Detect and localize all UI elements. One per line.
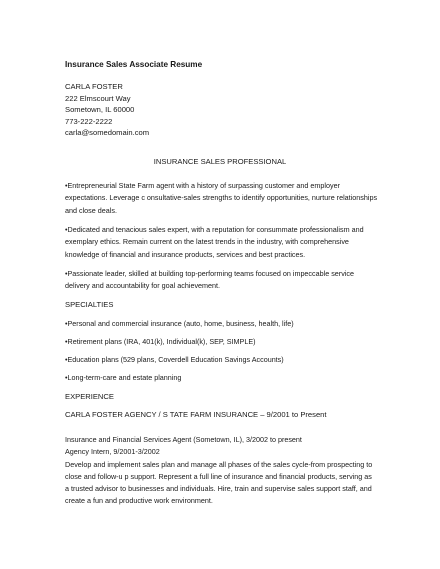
specialty-text: •Education plans (529 plans, Coverdell Education Savings Accounts) (65, 355, 284, 364)
summary-line: •Entrepreneurial State Farm agent with a history of surpassing customer and employer (65, 181, 340, 190)
specialty-item (65, 318, 385, 330)
experience-roles (65, 434, 385, 508)
summary-line: exemplary ethics. Remain current on the latest trends in the industry, with comprehensive (65, 237, 349, 247)
summary-item-1 (65, 180, 385, 217)
contact-city: Sometown, IL 60000 (65, 105, 135, 114)
role-line: Insurance and Financial Services Agent (Sometown, IL), 3/2002 to present (65, 435, 302, 444)
experience-heading: EXPERIENCE (65, 392, 114, 401)
contact-phone: 773-222-2222 (65, 116, 113, 126)
description-line: close and follow-u p support. Represent a full line of insurance and financial products, serving as (65, 471, 372, 481)
description-line: create a fun and productive work environment. (65, 496, 213, 506)
document-title: Insurance Sales Associate Resume (65, 60, 203, 69)
contact-street: 222 Elmscourt Way (65, 93, 131, 103)
specialties-heading: SPECIALTIES (65, 300, 114, 309)
role-line: Agency Intern, 9/2001-3/2002 (65, 447, 160, 457)
summary-line: expectations. Leverage c onsultative-sales strengths to identify opportunities, nurture relationships (65, 193, 378, 203)
summary-line: and close deals. (65, 205, 117, 215)
summary-item-3 (65, 268, 385, 293)
specialty-item (65, 354, 385, 366)
specialty-text: •Long-term-care and estate planning (65, 373, 182, 382)
description-line: Develop and implement sales plan and manage all phases of the sales cycle-from prospecting to (65, 459, 373, 469)
summary-item-2 (65, 224, 385, 261)
specialty-text: •Personal and commercial insurance (auto, home, business, health, life) (65, 319, 294, 328)
specialty-item (65, 372, 385, 384)
specialty-text: •Retirement plans (IRA, 401(k), Individual(k), SEP, SIMPLE) (65, 337, 256, 346)
contact-email: carla@somedomain.com (65, 128, 150, 137)
summary-line: •Passionate leader, skilled at building top-performing teams focused on impeccable service (65, 269, 354, 278)
contact-name: CARLA FOSTER (65, 82, 123, 91)
contact-block (65, 81, 149, 139)
headline: INSURANCE SALES PROFESSIONAL (153, 157, 287, 166)
description-line: a trusted advisor to businesses and individuals. Hire, train and supervise sales support staff, and (65, 484, 372, 494)
summary-line: •Dedicated and tenacious sales expert, with a reputation for consummate professionalism and (65, 225, 364, 234)
summary-line: knowledge of financial and insurance products, services and best practices. (65, 249, 306, 259)
specialty-item (65, 336, 385, 348)
experience-employer: CARLA FOSTER AGENCY / S TATE FARM INSURANCE – 9/2001 to Present (65, 410, 327, 419)
summary-line: delivery and accountability for goal achievement. (65, 281, 221, 291)
